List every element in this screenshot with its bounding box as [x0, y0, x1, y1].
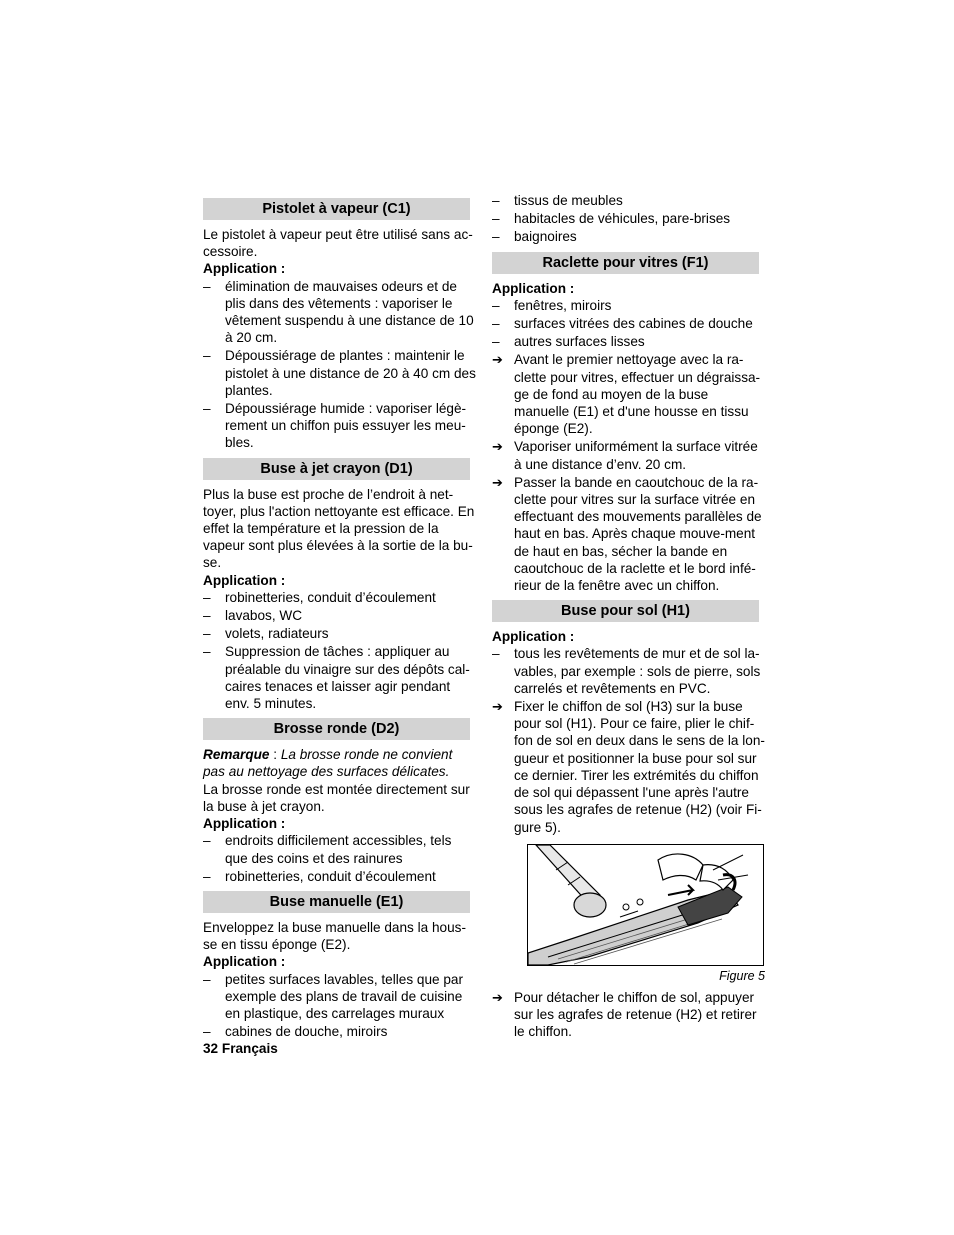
page-footer: 32 Français: [203, 1041, 278, 1056]
step-list: [492, 698, 765, 836]
application-label: Application :: [203, 816, 286, 832]
list-item: – habitacles de véhicules, pare-brises: [492, 210, 765, 227]
list-item: – tous les revêtements de mur et de sol la-vables, par exemple : sols de pierre, sols carrelés et revêtements en PVC.: [492, 645, 765, 697]
remark-separator: :: [269, 747, 281, 763]
list-item: – tissus de meubles: [492, 192, 765, 209]
list-item: – volets, radiateurs: [203, 625, 476, 642]
step-item: [492, 698, 765, 836]
floor-nozzle-drawing: [528, 845, 763, 965]
step-item: [492, 438, 765, 472]
step-item: [492, 474, 765, 594]
step-text: Vaporiser uniformément la surface vitrée à une distance d’env. 20 cm.: [514, 439, 758, 472]
list-item: – fenêtres, miroirs: [492, 297, 765, 314]
list-item: – robinetteries, conduit d’écoulement: [203, 589, 476, 606]
arrow-icon: ➔: [492, 439, 503, 455]
paragraph: La brosse ronde est montée directement sur la buse à jet crayon.: [203, 781, 470, 814]
remark-label: Remarque: [203, 747, 270, 763]
step-text: Passer la bande en caoutchouc de la ra-clette pour vitres sur la surface vitrée en effectuant des mouvements parallèles de haut en bas. Après chaque mouve-ment de haut en bas, sécher la bande en caoutchouc de la raclette et le bord infé-rieur de la fenêtre avec un chiffon.: [514, 474, 762, 594]
section-heading: Buse manuelle (E1): [203, 891, 470, 913]
step-list: [492, 989, 765, 1041]
section-heading: Pistolet à vapeur (C1): [203, 198, 470, 220]
arrow-icon: ➔: [492, 699, 503, 715]
dash-list: [203, 278, 476, 452]
application-label: Application :: [203, 572, 286, 588]
list-item: – autres surfaces lisses: [492, 333, 765, 350]
arrow-icon: ➔: [492, 989, 503, 1005]
remark-text: La brosse ronde ne convient pas au nettoyage des surfaces délicates.: [203, 747, 453, 780]
list-item: – élimination de mauvaises odeurs et de plis dans des vêtements : vaporiser le vêtement suspendu à une distance de 10 à 20 cm.: [203, 278, 476, 347]
section-heading: Raclette pour vitres (F1): [492, 252, 759, 274]
figure-caption: Figure 5: [719, 968, 765, 983]
list-item: – lavabos, WC: [203, 607, 476, 624]
step-text: Pour détacher le chiffon de sol, appuyer sur les agrafes de retenue (H2) et retirer le chiffon.: [514, 989, 757, 1040]
application-label: Application :: [492, 629, 575, 645]
list-item: – endroits difficilement accessibles, tels que des coins et des rainures: [203, 832, 476, 866]
dash-list: [203, 971, 476, 1041]
step-text: Fixer le chiffon de sol (H3) sur la buse pour sol (H1). Pour ce faire, plier le chif-fon de sol en deux dans le sens de la lon-gueur et positionner la buse pour sol sur ce dernier. Tirer les extrémités du chiffon de sol qui dépassent l'une après l'autre sous les agrafes de retenue (H2) (voir Fi-gure 5).: [514, 699, 765, 835]
arrow-icon: ➔: [492, 352, 503, 368]
dash-list: [492, 297, 765, 351]
step-list: [492, 351, 765, 594]
arrow-icon: ➔: [492, 474, 503, 490]
section-heading: Brosse ronde (D2): [203, 718, 470, 740]
step-item: [492, 351, 765, 437]
paragraph: Enveloppez la buse manuelle dans la hous-se en tissu éponge (E2).: [203, 919, 466, 953]
application-label: Application :: [492, 280, 575, 296]
list-item: – Dépoussiérage de plantes : maintenir le pistolet à une distance de 20 à 40 cm des plantes.: [203, 347, 476, 399]
dash-list: [492, 645, 765, 697]
application-label: Application :: [203, 954, 286, 970]
list-item: – surfaces vitrées des cabines de douche: [492, 315, 765, 332]
application-label: Application :: [203, 261, 286, 277]
figure-floor-nozzle-illustration: [527, 844, 764, 966]
list-item: – robinetteries, conduit d’écoulement: [203, 868, 476, 885]
list-item: – petites surfaces lavables, telles que par exemple des plans de travail de cuisine en plastique, des carrelages muraux: [203, 971, 476, 1023]
list-item: – Suppression de tâches : appliquer au préalable du vinaigre sur des dépôts cal-caires tenaces et laisser agir pendant env. 5 minutes.: [203, 643, 476, 712]
step-text: Avant le premier nettoyage avec la ra-clette pour vitres, effectuer un dégraissa-ge de fond au moyen de la buse manuelle (E1) et d'une housse en tissu éponge (E2).: [514, 352, 761, 437]
remark: [203, 746, 476, 780]
dash-list: [203, 832, 476, 885]
dash-list: [203, 589, 476, 712]
dash-list: [492, 192, 765, 246]
step-item: [492, 989, 765, 1041]
right-column: [492, 192, 765, 1042]
left-column: [203, 192, 476, 1041]
section-heading: Buse pour sol (H1): [492, 600, 759, 622]
section-heading: Buse à jet crayon (D1): [203, 458, 470, 480]
paragraph: Le pistolet à vapeur peut être utilisé sans ac-cessoire.: [203, 227, 473, 260]
list-item: – baignoires: [492, 228, 765, 245]
list-item: – cabines de douche, miroirs: [203, 1023, 476, 1040]
paragraph: Plus la buse est proche de l’endroit à net-toyer, plus l'action nettoyante est efficace. En effet la température et la pression de la vapeur sont plus élevées à la sortie de la bu-se.: [203, 486, 475, 571]
list-item: – Dépoussiérage humide : vaporiser légè-rement un chiffon puis essuyer les meu-bles.: [203, 400, 476, 452]
